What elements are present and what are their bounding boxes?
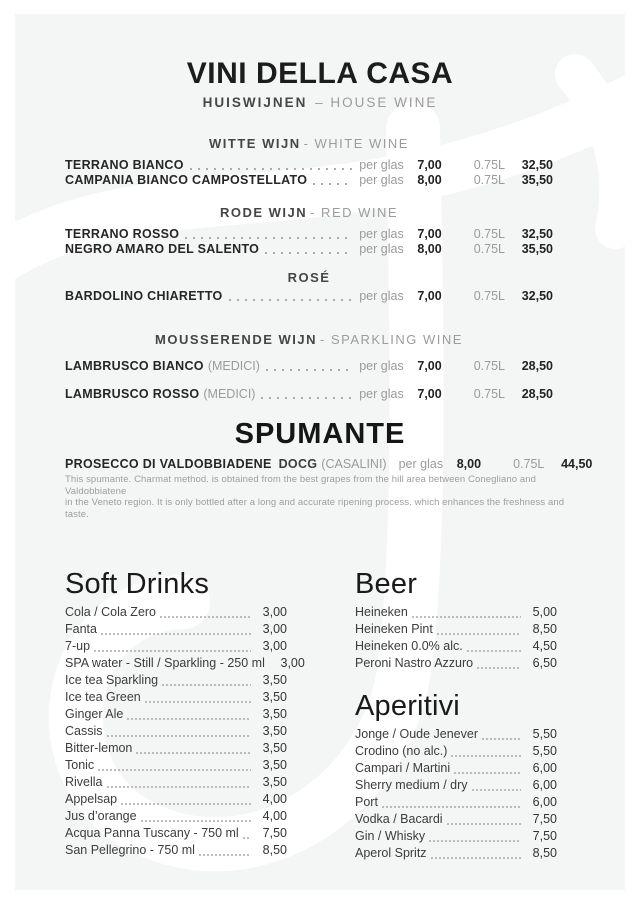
wine-section-heading-dutch: ROSÉ xyxy=(287,270,331,285)
wine-item-name: TERRANO ROSSO xyxy=(65,227,180,241)
drink-item-name: Peroni Nastro Azzuro xyxy=(355,656,474,670)
drink-item-name: Bitter-lemon xyxy=(65,741,133,755)
drink-item-price: 3,50 xyxy=(262,724,287,738)
drink-item-row xyxy=(65,622,287,639)
glass-price: 7,00 xyxy=(417,227,442,241)
bottle-price: 28,50 xyxy=(521,387,553,401)
dot-leader xyxy=(382,806,521,808)
per-glass-label: per glas xyxy=(398,457,444,471)
drink-item-row xyxy=(355,761,557,778)
wine-item-row xyxy=(65,242,553,257)
drink-item-row xyxy=(355,744,557,761)
drink-item-price: 3,00 xyxy=(280,656,305,670)
spumante-description xyxy=(65,474,575,520)
beer-list xyxy=(355,605,557,673)
bottle-size-label: 0.75L xyxy=(473,387,505,401)
per-glass-label: per glas xyxy=(359,359,404,373)
drink-item-name: Appelsap xyxy=(65,792,118,806)
glass-price: 7,00 xyxy=(417,387,442,401)
drink-item-row xyxy=(355,727,557,744)
per-glass-label: per glas xyxy=(359,227,404,241)
drink-item-row xyxy=(65,690,287,707)
wine-section xyxy=(65,137,553,188)
drink-item-name: Tonic xyxy=(65,758,95,772)
bottle-size-label: 0.75L xyxy=(513,457,545,471)
drink-item-price: 5,00 xyxy=(532,605,557,619)
wine-section-heading-english: - RED WINE xyxy=(310,205,399,220)
drink-item-name: Gin / Whisky xyxy=(355,829,426,843)
wine-item-name: NEGRO AMARO DEL SALENTO xyxy=(65,242,260,256)
wine-section xyxy=(65,271,553,304)
spumante-description-line1: This spumante. Charmat method. is obtained from the best grapes from the hill area between Conegliano and Valdobbiatene xyxy=(65,474,536,497)
dot-leader xyxy=(127,718,251,720)
menu-content xyxy=(15,59,625,890)
dot-leader xyxy=(98,769,251,771)
drink-item-price: 3,00 xyxy=(262,639,287,653)
wine-item-name: CAMPANIA BIANCO CAMPOSTELLATO xyxy=(65,173,308,187)
dot-leader xyxy=(472,789,521,791)
wine-item-row xyxy=(65,359,553,374)
dot-leader xyxy=(447,823,521,825)
bottle-price: 32,50 xyxy=(521,158,553,172)
drink-item-price: 7,50 xyxy=(532,812,557,826)
drink-item-name: Campari / Martini xyxy=(355,761,451,775)
wine-item-row xyxy=(65,158,553,173)
drink-item-row xyxy=(355,846,557,863)
wine-item-note: (CASALINI) xyxy=(321,457,387,471)
drink-item-price: 8,50 xyxy=(262,843,287,857)
drink-item-row xyxy=(65,775,287,792)
wine-section-heading xyxy=(65,271,553,284)
spumante-title: SPUMANTE xyxy=(234,418,406,450)
wine-item-row xyxy=(65,227,553,242)
bottle-size-label: 0.75L xyxy=(473,359,505,373)
dot-leader xyxy=(429,840,521,842)
spumante-description-line2: in the Veneto region. It is only bottled after a long and accurate ripening process. which enhances the freshness and taste. xyxy=(65,497,565,520)
dot-leader xyxy=(107,786,251,788)
soft-drinks-column xyxy=(65,568,305,863)
drink-item-price: 8,50 xyxy=(532,622,557,636)
page-subtitle xyxy=(15,96,625,110)
soft-drinks-heading: Soft Drinks xyxy=(65,568,210,600)
dot-leader xyxy=(243,837,251,839)
drink-item-name: Ginger Ale xyxy=(65,707,124,721)
wine-item-note: (MEDICI) xyxy=(203,387,256,401)
per-glass-label: per glas xyxy=(359,289,404,303)
aperitivi-list xyxy=(355,727,557,863)
glass-price: 7,00 xyxy=(417,359,442,373)
dot-leader xyxy=(162,684,251,686)
drink-item-name: San Pellegrino - 750 ml xyxy=(65,843,195,857)
drink-item-name: Ice tea Green xyxy=(65,690,141,704)
drink-item-row xyxy=(355,656,557,673)
drink-item-price: 3,50 xyxy=(262,707,287,721)
dot-leader xyxy=(454,772,521,774)
drink-item-price: 3,00 xyxy=(262,605,287,619)
drink-item-name: Crodino (no alc.) xyxy=(355,744,448,758)
drink-item-name: Heineken xyxy=(355,605,408,619)
drink-item-row xyxy=(65,605,287,622)
page-title: VINI DELLA CASA xyxy=(186,57,454,90)
bottle-size-label: 0.75L xyxy=(473,158,505,172)
bottle-size-label: 0.75L xyxy=(473,242,505,256)
dot-leader xyxy=(229,299,354,301)
wine-item-name: BARDOLINO CHIARETTO xyxy=(65,289,223,303)
drink-item-row xyxy=(65,843,287,860)
wine-section-heading xyxy=(65,206,553,219)
drink-item-name: Heineken 0.0% alc. xyxy=(355,639,463,653)
drink-item-price: 3,50 xyxy=(262,758,287,772)
dot-leader xyxy=(145,701,251,703)
glass-price: 7,00 xyxy=(417,158,442,172)
dot-leader xyxy=(431,857,521,859)
dot-leader xyxy=(451,755,521,757)
dot-leader xyxy=(265,252,353,254)
bottle-size-label: 0.75L xyxy=(473,227,505,241)
wine-item-name: TERRANO BIANCO xyxy=(65,158,184,172)
dot-leader xyxy=(101,633,251,635)
dot-leader xyxy=(141,820,251,822)
drink-item-price: 7,50 xyxy=(532,829,557,843)
bottle-price: 28,50 xyxy=(521,359,553,373)
drink-item-price: 3,50 xyxy=(262,741,287,755)
drink-item-name: Aperol Spritz xyxy=(355,846,427,860)
wine-item-name: PROSECCO DI VALDOBBIADENE xyxy=(65,457,272,471)
dot-leader xyxy=(94,650,251,652)
wine-section-heading xyxy=(65,333,553,346)
dot-leader xyxy=(190,168,353,170)
wine-item-name: LAMBRUSCO BIANCO xyxy=(65,359,204,373)
drink-item-name: Jus d’orange xyxy=(65,809,137,823)
subtitle-english: – HOUSE WINE xyxy=(315,95,438,110)
per-glass-label: per glas xyxy=(359,158,404,172)
drink-item-row xyxy=(355,795,557,812)
wine-sections xyxy=(15,137,625,402)
wine-section-heading-dutch: MOUSSERENDE WIJN xyxy=(155,332,317,347)
glass-price: 8,00 xyxy=(417,242,442,256)
drink-item-name: Port xyxy=(355,795,378,809)
drink-item-price: 8,50 xyxy=(532,846,557,860)
dot-leader xyxy=(437,633,521,635)
drink-item-name: Rivella xyxy=(65,775,103,789)
drink-item-price: 6,00 xyxy=(532,778,557,792)
drink-item-price: 7,50 xyxy=(262,826,287,840)
aperitivi-heading: Aperitivi xyxy=(355,690,460,722)
subtitle-dutch: HUISWIJNEN xyxy=(202,95,308,110)
drink-item-name: Ice tea Sparkling xyxy=(65,673,159,687)
wine-item-row xyxy=(65,173,553,188)
menu-page xyxy=(15,14,625,890)
drinks-columns xyxy=(65,569,625,863)
drink-item-name: Vodka / Bacardi xyxy=(355,812,443,826)
dot-leader xyxy=(412,616,521,618)
spumante-item-row xyxy=(65,457,593,472)
drink-item-row xyxy=(65,639,287,656)
wine-section-heading xyxy=(65,137,553,150)
glass-price: 8,00 xyxy=(456,457,482,471)
drink-item-name: Acqua Panna Tuscany - 750 ml xyxy=(65,826,239,840)
drink-item-price: 3,50 xyxy=(262,673,287,687)
wine-section-heading-english: - WHITE WINE xyxy=(303,136,409,151)
per-glass-label: per glas xyxy=(359,387,404,401)
bottle-price: 44,50 xyxy=(561,457,593,471)
drink-item-row xyxy=(355,812,557,829)
dot-leader xyxy=(121,803,251,805)
drink-item-row xyxy=(65,826,287,843)
drink-item-name: SPA water - Still / Sparkling - 250 ml xyxy=(65,656,265,670)
per-glass-label: per glas xyxy=(359,242,404,256)
soft-drinks-list xyxy=(65,605,305,860)
per-glass-label: per glas xyxy=(359,173,404,187)
drink-item-price: 5,50 xyxy=(532,727,557,741)
drink-item-price: 3,00 xyxy=(262,622,287,636)
drink-item-row xyxy=(355,639,557,656)
dot-leader xyxy=(199,854,251,856)
drink-item-row xyxy=(355,778,557,795)
drink-item-price: 4,00 xyxy=(262,792,287,806)
drink-item-name: Jonge / Oude Jenever xyxy=(355,727,478,741)
wine-item-row xyxy=(65,289,553,304)
drink-item-price: 6,00 xyxy=(532,761,557,775)
bottle-size-label: 0.75L xyxy=(473,289,505,303)
drink-item-row xyxy=(65,741,287,758)
drink-item-price: 3,50 xyxy=(262,775,287,789)
wine-section xyxy=(65,206,553,257)
glass-price: 8,00 xyxy=(417,173,442,187)
dot-leader xyxy=(261,397,353,399)
dot-leader xyxy=(185,237,353,239)
dot-leader xyxy=(482,738,521,740)
bottle-price: 32,50 xyxy=(521,289,553,303)
bottle-price: 35,50 xyxy=(521,242,553,256)
drink-item-row xyxy=(65,758,287,775)
drink-item-row xyxy=(65,809,287,826)
wine-section-heading-dutch: RODE WIJN xyxy=(219,205,308,220)
dot-leader xyxy=(136,752,251,754)
beer-aperitivi-column xyxy=(355,569,557,863)
drink-item-name: Fanta xyxy=(65,622,97,636)
drink-item-price: 6,50 xyxy=(532,656,557,670)
drink-item-price: 5,50 xyxy=(532,744,557,758)
bottle-price: 35,50 xyxy=(521,173,553,187)
wine-item-classification: DOCG xyxy=(278,457,318,471)
dot-leader xyxy=(266,369,353,371)
drink-item-name: 7-up xyxy=(65,639,91,653)
dot-leader xyxy=(160,616,251,618)
drink-item-price: 6,00 xyxy=(532,795,557,809)
drink-item-price: 3,50 xyxy=(262,690,287,704)
glass-price: 7,00 xyxy=(417,289,442,303)
bottle-price: 32,50 xyxy=(521,227,553,241)
drink-item-row xyxy=(65,707,287,724)
wine-section-heading-english: - SPARKLING WINE xyxy=(320,332,463,347)
wine-item-note: (MEDICI) xyxy=(207,359,260,373)
drink-item-name: Cola / Cola Zero xyxy=(65,605,157,619)
wine-item-name: LAMBRUSCO ROSSO xyxy=(65,387,200,401)
beer-heading: Beer xyxy=(355,568,418,600)
drink-item-name: Sherry medium / dry xyxy=(355,778,468,792)
wine-section-heading-dutch: WITTE WIJN xyxy=(209,136,301,151)
dot-leader xyxy=(313,183,353,185)
drink-item-price: 4,50 xyxy=(532,639,557,653)
bottle-size-label: 0.75L xyxy=(473,173,505,187)
dot-leader xyxy=(107,735,251,737)
wine-item-row xyxy=(65,387,553,402)
drink-item-name: Heineken Pint xyxy=(355,622,433,636)
drink-item-row xyxy=(355,605,557,622)
wine-section xyxy=(65,333,553,402)
drink-item-row xyxy=(65,724,287,741)
drink-item-row xyxy=(65,792,287,809)
drink-item-row xyxy=(65,673,287,690)
drink-item-name: Cassis xyxy=(65,724,103,738)
drink-item-row xyxy=(355,829,557,846)
dot-leader xyxy=(477,667,521,669)
dot-leader xyxy=(467,650,521,652)
drink-item-row xyxy=(355,622,557,639)
drink-item-price: 4,00 xyxy=(262,809,287,823)
drink-item-row xyxy=(65,656,305,673)
